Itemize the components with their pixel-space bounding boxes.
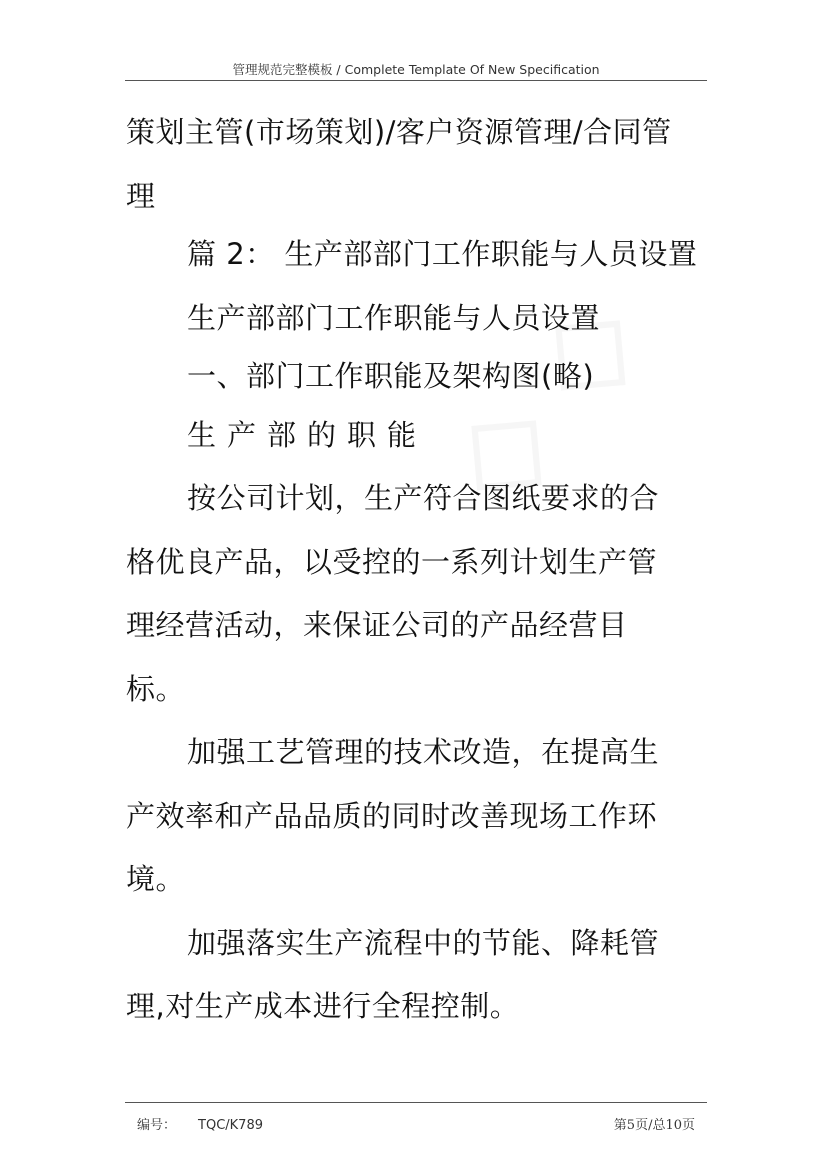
paragraph-line: 格优良产品，以受控的一系列计划生产管 <box>126 544 658 579</box>
paragraph-line: 理 <box>126 178 156 213</box>
page-header: 管理规范完整模板 / Complete Template Of New Specification <box>232 62 600 77</box>
page-footer <box>137 1114 695 1133</box>
paragraph-line: 策划主管(市场策划)/客户资源管理/合同管 <box>126 115 672 149</box>
section-title: 篇 2： 生产部部门工作职能与人员设置 <box>187 237 698 271</box>
paragraph-line: 境。 <box>126 862 186 896</box>
section-heading: 一、部门工作职能及架构图(略) <box>187 359 595 393</box>
paragraph-line: 加强落实生产流程中的节能、降耗管 <box>187 925 660 960</box>
page-number: 第5页/总10页 <box>613 1118 695 1133</box>
paragraph-line: 标。 <box>126 671 186 706</box>
code-label: 编号： <box>137 1118 177 1133</box>
paragraph-line: 产效率和产品品质的同时改善现场工作环 <box>126 798 658 833</box>
footer-divider <box>125 1102 707 1103</box>
header-divider <box>125 80 707 81</box>
paragraph-line: 加强工艺管理的技术改造，在提高生 <box>187 735 660 769</box>
paragraph-line: 理,对生产成本进行全程控制。 <box>126 989 520 1023</box>
document-code <box>137 1114 263 1133</box>
document-body <box>126 104 716 1042</box>
subsection-heading: 生产部的职能 <box>187 417 428 452</box>
section-subtitle: 生产部部门工作职能与人员设置 <box>187 300 601 335</box>
paragraph-line: 理经营活动，来保证公司的产品经营目 <box>126 608 628 642</box>
paragraph-line: 按公司计划，生产符合图纸要求的合 <box>187 481 660 515</box>
code-value: TQC/K789 <box>198 1118 263 1133</box>
